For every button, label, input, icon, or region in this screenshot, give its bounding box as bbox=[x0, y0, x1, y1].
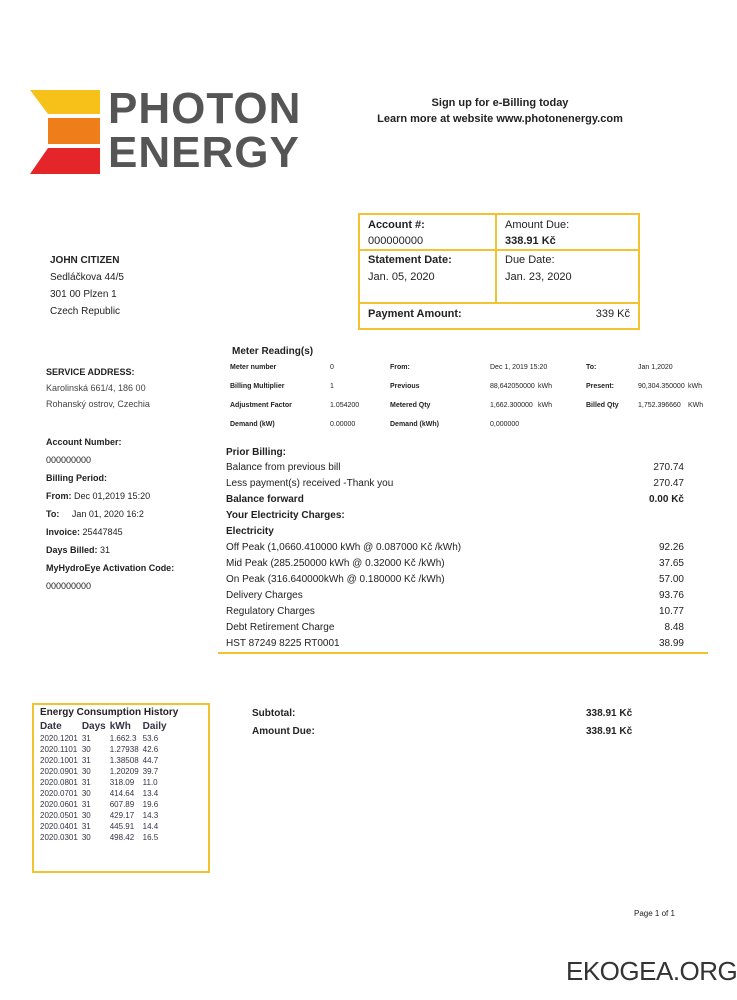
meter-cell: Present: bbox=[586, 383, 615, 390]
charge-row bbox=[226, 638, 684, 649]
meter-cell: 88,642050000 bbox=[490, 383, 535, 390]
days-billed-value: 31 bbox=[100, 545, 111, 555]
charge-row bbox=[226, 558, 684, 569]
logo bbox=[30, 84, 302, 181]
history-row bbox=[40, 822, 171, 833]
history-row bbox=[40, 767, 171, 778]
history-cell: 30 bbox=[81, 745, 91, 754]
consumption-history-box bbox=[32, 703, 210, 873]
history-cell: 31 bbox=[81, 734, 91, 743]
charge-label: Off Peak (1,0660.410000 kWh @ 0.087000 Kč /kWh) bbox=[226, 542, 462, 553]
from-label: From: bbox=[46, 491, 72, 501]
to-value: Jan 01, 2020 16:2 bbox=[71, 509, 144, 519]
meter-cell: 1,752.396660 bbox=[638, 402, 681, 409]
meter-cell: Previous bbox=[390, 383, 420, 390]
history-cell: 30 bbox=[81, 767, 91, 776]
meter-cell: Jan 1,2020 bbox=[638, 364, 673, 371]
charge-amount: 270.47 bbox=[653, 478, 684, 489]
charge-row bbox=[226, 526, 684, 537]
history-row bbox=[40, 734, 171, 745]
history-cell: 14.4 bbox=[142, 822, 159, 831]
meter-title: Meter Reading(s) bbox=[232, 346, 314, 357]
history-cell: 31 bbox=[81, 822, 91, 831]
statement-date-value: Jan. 05, 2020 bbox=[368, 271, 435, 283]
charge-row bbox=[226, 542, 684, 553]
meter-cell: Dec 1, 2019 15:20 bbox=[490, 364, 548, 371]
service-address-1: Karolinská 661/4, 186 00 bbox=[46, 383, 146, 393]
meter-cell: Billing Multiplier bbox=[230, 383, 285, 390]
history-cell: 1.27938 bbox=[109, 745, 139, 754]
charge-row bbox=[226, 510, 684, 521]
history-cell: 31 bbox=[81, 756, 91, 765]
charge-row bbox=[226, 574, 684, 585]
account-label: Account #: bbox=[368, 219, 425, 231]
history-title: Energy Consumption History bbox=[40, 707, 179, 718]
charge-row bbox=[226, 478, 684, 489]
history-cell: 1.20209 bbox=[109, 767, 139, 776]
history-cell: 44.7 bbox=[142, 756, 159, 765]
charge-label: HST 87249 8225 RT0001 bbox=[226, 638, 340, 649]
meter-cell: 0 bbox=[330, 364, 334, 371]
history-cell: 19.6 bbox=[142, 800, 159, 809]
charge-label: Balance from previous bill bbox=[226, 462, 341, 473]
history-cell: 42.6 bbox=[142, 745, 159, 754]
history-row bbox=[40, 800, 171, 811]
meter-cell: Meter number bbox=[230, 364, 277, 371]
history-cell: 2020.0801 bbox=[40, 778, 78, 787]
history-cell: 1.662.3 bbox=[109, 734, 137, 743]
customer-address-3: Czech Republic bbox=[50, 306, 121, 317]
meter-cell: kWh bbox=[538, 383, 552, 390]
history-cell: 607.89 bbox=[109, 800, 135, 809]
meter-cell: 1 bbox=[330, 383, 334, 390]
customer-address-2: 301 00 Plzen 1 bbox=[50, 289, 117, 300]
charge-label: Debt Retirement Charge bbox=[226, 622, 335, 633]
subtotal-label: Subtotal: bbox=[252, 708, 296, 719]
history-row bbox=[40, 778, 171, 789]
history-cell: 2020.1001 bbox=[40, 756, 78, 765]
activation-code-value: 000000000 bbox=[46, 581, 92, 591]
charge-row bbox=[226, 590, 684, 601]
charge-amount: 92.26 bbox=[658, 542, 684, 553]
promo-ebilling: Sign up for e-Billing today bbox=[431, 97, 569, 109]
charge-amount: 37.65 bbox=[658, 558, 684, 569]
charge-amount: 10.77 bbox=[658, 606, 684, 617]
history-table bbox=[40, 721, 171, 844]
promo-website[interactable]: Learn more at website www.photonenergy.com bbox=[377, 113, 623, 125]
to-label: To: bbox=[46, 509, 60, 519]
history-header-cell: kWh bbox=[109, 721, 131, 732]
history-cell: 2020.0601 bbox=[40, 800, 78, 809]
history-cell: 414.64 bbox=[109, 789, 135, 798]
history-cell: 318.09 bbox=[109, 778, 135, 787]
charge-label: On Peak (316.640000kWh @ 0.180000 Kč /kWh) bbox=[226, 574, 445, 585]
from-value: Dec 01,2019 15:20 bbox=[74, 491, 151, 501]
due-date-value: Jan. 23, 2020 bbox=[505, 271, 572, 283]
charge-amount: 38.99 bbox=[658, 638, 684, 649]
history-header-cell: Date bbox=[40, 721, 62, 732]
activation-code-label: MyHydroEye Activation Code: bbox=[46, 563, 175, 573]
customer-name: JOHN CITIZEN bbox=[50, 255, 120, 266]
history-cell: 13.4 bbox=[142, 789, 159, 798]
meter-cell: 1,662.300000 bbox=[490, 402, 533, 409]
due-date-label: Due Date: bbox=[505, 254, 555, 266]
logo-line2: ENERGY bbox=[108, 128, 300, 177]
history-row bbox=[40, 745, 171, 756]
history-cell: 2020.1101 bbox=[40, 745, 78, 754]
logo-mark-icon bbox=[30, 88, 105, 176]
meter-cell: To: bbox=[586, 364, 597, 371]
account-value: 000000000 bbox=[368, 235, 424, 247]
amount-due-total-value: 338.91 Kč bbox=[586, 726, 633, 737]
history-cell: 2020.0401 bbox=[40, 822, 78, 831]
charge-label: Your Electricity Charges: bbox=[226, 510, 345, 521]
history-cell: 429.17 bbox=[109, 811, 135, 820]
account-number-value: 000000000 bbox=[46, 455, 92, 465]
history-cell: 14.3 bbox=[142, 811, 159, 820]
meter-cell: 1.054200 bbox=[330, 402, 360, 409]
history-cell: 2020.0501 bbox=[40, 811, 78, 820]
billing-period-label: Billing Period: bbox=[46, 473, 108, 483]
statement-date-label: Statement Date: bbox=[368, 254, 452, 266]
history-cell: 1.38508 bbox=[109, 756, 139, 765]
charge-amount: 57.00 bbox=[658, 574, 684, 585]
charge-row bbox=[226, 622, 684, 633]
history-cell: 11.0 bbox=[142, 778, 158, 787]
history-row bbox=[40, 811, 171, 822]
charge-label: Delivery Charges bbox=[226, 590, 303, 601]
meter-cell: 0.00000 bbox=[330, 421, 356, 428]
charge-amount: 270.74 bbox=[653, 462, 684, 473]
meter-readings bbox=[230, 364, 704, 434]
history-row bbox=[40, 833, 171, 844]
invoice-label: Invoice: bbox=[46, 527, 81, 537]
meter-cell: KWh bbox=[688, 402, 704, 409]
meter-cell: 90,304.350000 bbox=[638, 383, 685, 390]
meter-cell: Demand (kWh) bbox=[390, 421, 439, 428]
history-cell: 2020.0701 bbox=[40, 789, 78, 798]
days-billed-label: Days Billed: bbox=[46, 545, 98, 555]
charge-label: Mid Peak (285.250000 kWh @ 0.32000 Kč /kWh) bbox=[226, 558, 445, 569]
meter-cell: From: bbox=[390, 364, 410, 371]
history-header bbox=[40, 721, 171, 734]
customer-address-1: Sedláčkova 44/5 bbox=[50, 272, 124, 283]
invoice-value: 25447845 bbox=[82, 527, 123, 537]
history-cell: 31 bbox=[81, 778, 91, 787]
meter-cell: Metered Qty bbox=[390, 402, 431, 409]
meter-cell: Billed Qty bbox=[586, 402, 619, 409]
subtotal-value: 338.91 Kč bbox=[586, 708, 633, 719]
divider bbox=[218, 652, 708, 654]
history-cell: 30 bbox=[81, 789, 91, 798]
history-header-cell: Daily bbox=[142, 721, 167, 732]
charge-amount: 0.00 Kč bbox=[648, 494, 684, 505]
meter-cell: Adjustment Factor bbox=[230, 402, 292, 409]
page-number: Page 1 of 1 bbox=[634, 909, 675, 918]
meter-cell: kWh bbox=[538, 402, 552, 409]
history-cell: 2020.0301 bbox=[40, 833, 78, 842]
payment-amount-label: Payment Amount: bbox=[368, 308, 462, 320]
history-cell: 16.5 bbox=[142, 833, 159, 842]
history-cell: 53.6 bbox=[142, 734, 159, 743]
charge-label: Less payment(s) received -Thank you bbox=[226, 478, 394, 489]
charge-label: Regulatory Charges bbox=[226, 606, 315, 617]
history-cell: 30 bbox=[81, 811, 91, 820]
prior-billing-label: Prior Billing: bbox=[226, 447, 286, 458]
charge-label: Balance forward bbox=[226, 494, 304, 505]
meter-cell: 0,000000 bbox=[490, 421, 520, 428]
account-summary-box bbox=[358, 213, 640, 330]
history-header-cell: Days bbox=[81, 721, 106, 732]
watermark: EKOGEA.ORG bbox=[566, 956, 737, 986]
history-row bbox=[40, 756, 171, 767]
history-cell: 2020.0901 bbox=[40, 767, 78, 776]
history-row bbox=[40, 789, 171, 800]
history-cell: 498.42 bbox=[109, 833, 135, 842]
charge-row bbox=[226, 606, 684, 617]
charge-label: Electricity bbox=[226, 526, 274, 537]
charge-amount: 8.48 bbox=[664, 622, 684, 633]
payment-amount-value: 339 Kč bbox=[595, 308, 630, 320]
amount-due-label: Amount Due: bbox=[505, 219, 570, 231]
service-address-label: SERVICE ADDRESS: bbox=[46, 367, 135, 377]
meter-cell: kWh bbox=[688, 383, 702, 390]
history-cell: 445.91 bbox=[109, 822, 135, 831]
amount-due-value: 338.91 Kč bbox=[505, 235, 556, 247]
history-cell: 39.7 bbox=[142, 767, 159, 776]
charge-amount: 93.76 bbox=[658, 590, 684, 601]
logo-line1: PHOTON bbox=[108, 84, 302, 133]
meter-cell: Demand (kW) bbox=[230, 421, 275, 428]
charge-row bbox=[226, 494, 684, 505]
service-address-2: Rohanský ostrov, Czechia bbox=[46, 399, 150, 409]
account-number-label: Account Number: bbox=[46, 437, 122, 447]
history-cell: 31 bbox=[81, 800, 91, 809]
history-cell: 30 bbox=[81, 833, 91, 842]
charge-row bbox=[226, 462, 684, 473]
amount-due-total-label: Amount Due: bbox=[252, 726, 315, 737]
history-cell: 2020.1201 bbox=[40, 734, 78, 743]
